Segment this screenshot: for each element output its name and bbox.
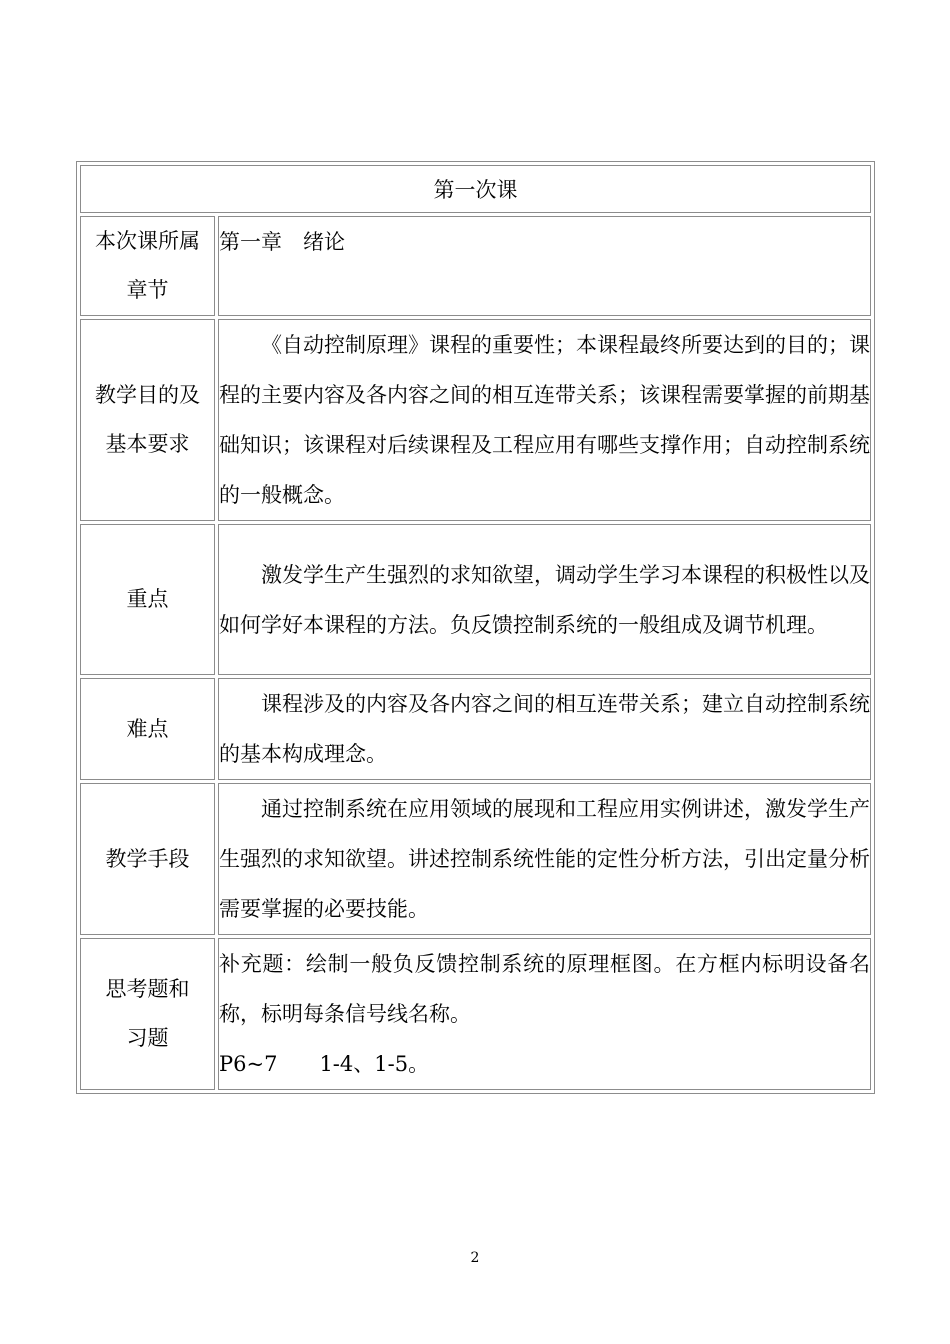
row-content-difficulties: 课程涉及的内容及各内容之间的相互连带关系；建立自动控制系统的基本构成理念。 — [218, 678, 871, 780]
table-row — [80, 938, 871, 1090]
label-line: 本次课所属 — [95, 229, 200, 253]
label-line: 教学目的及 — [95, 383, 200, 407]
row-content-chapter: 第一章 绪论 — [218, 216, 871, 316]
label-line: 思考题和 — [105, 977, 190, 1001]
page-number: 2 — [470, 1250, 480, 1266]
table-title: 第一次课 — [80, 165, 871, 213]
exercise-pages: P6~7 1-4、1-5。 — [219, 1052, 430, 1076]
table-title-row — [80, 165, 871, 213]
table-row — [80, 319, 871, 521]
exercise-text: 补充题：绘制一般负反馈控制系统的原理框图。在方框内标明设备名称，标明每条信号线名称。 — [219, 952, 870, 1026]
table-row — [80, 783, 871, 935]
table-row — [80, 524, 871, 675]
row-content-teaching-methods: 通过控制系统在应用领域的展现和工程应用实例讲述，激发学生产生强烈的求知欲望。讲述控制系统性能的定性分析方法，引出定量分析需要掌握的必要技能。 — [218, 783, 871, 935]
label-line: 习题 — [126, 1026, 169, 1050]
table-row — [80, 216, 871, 316]
row-content-key-points: 激发学生产生强烈的求知欲望，调动学生学习本课程的积极性以及如何学好本课程的方法。负反馈控制系统的一般组成及调节机理。 — [218, 524, 871, 675]
row-label-objectives — [80, 319, 215, 521]
row-label-difficulties: 难点 — [80, 678, 215, 780]
row-content-exercises — [218, 938, 871, 1090]
table-row — [80, 678, 871, 780]
lesson-plan-table — [76, 161, 875, 1094]
row-label-key-points: 重点 — [80, 524, 215, 675]
row-label-teaching-methods: 教学手段 — [80, 783, 215, 935]
row-label-chapter — [80, 216, 215, 316]
label-line: 基本要求 — [105, 432, 190, 456]
row-content-objectives: 《自动控制原理》课程的重要性；本课程最终所要达到的目的；课程的主要内容及各内容之间的相互连带关系；该课程需要掌握的前期基础知识；该课程对后续课程及工程应用有哪些支撑作用；自动控制系统的一般概念。 — [218, 319, 871, 521]
row-label-exercises — [80, 938, 215, 1090]
label-line: 章节 — [126, 278, 169, 302]
